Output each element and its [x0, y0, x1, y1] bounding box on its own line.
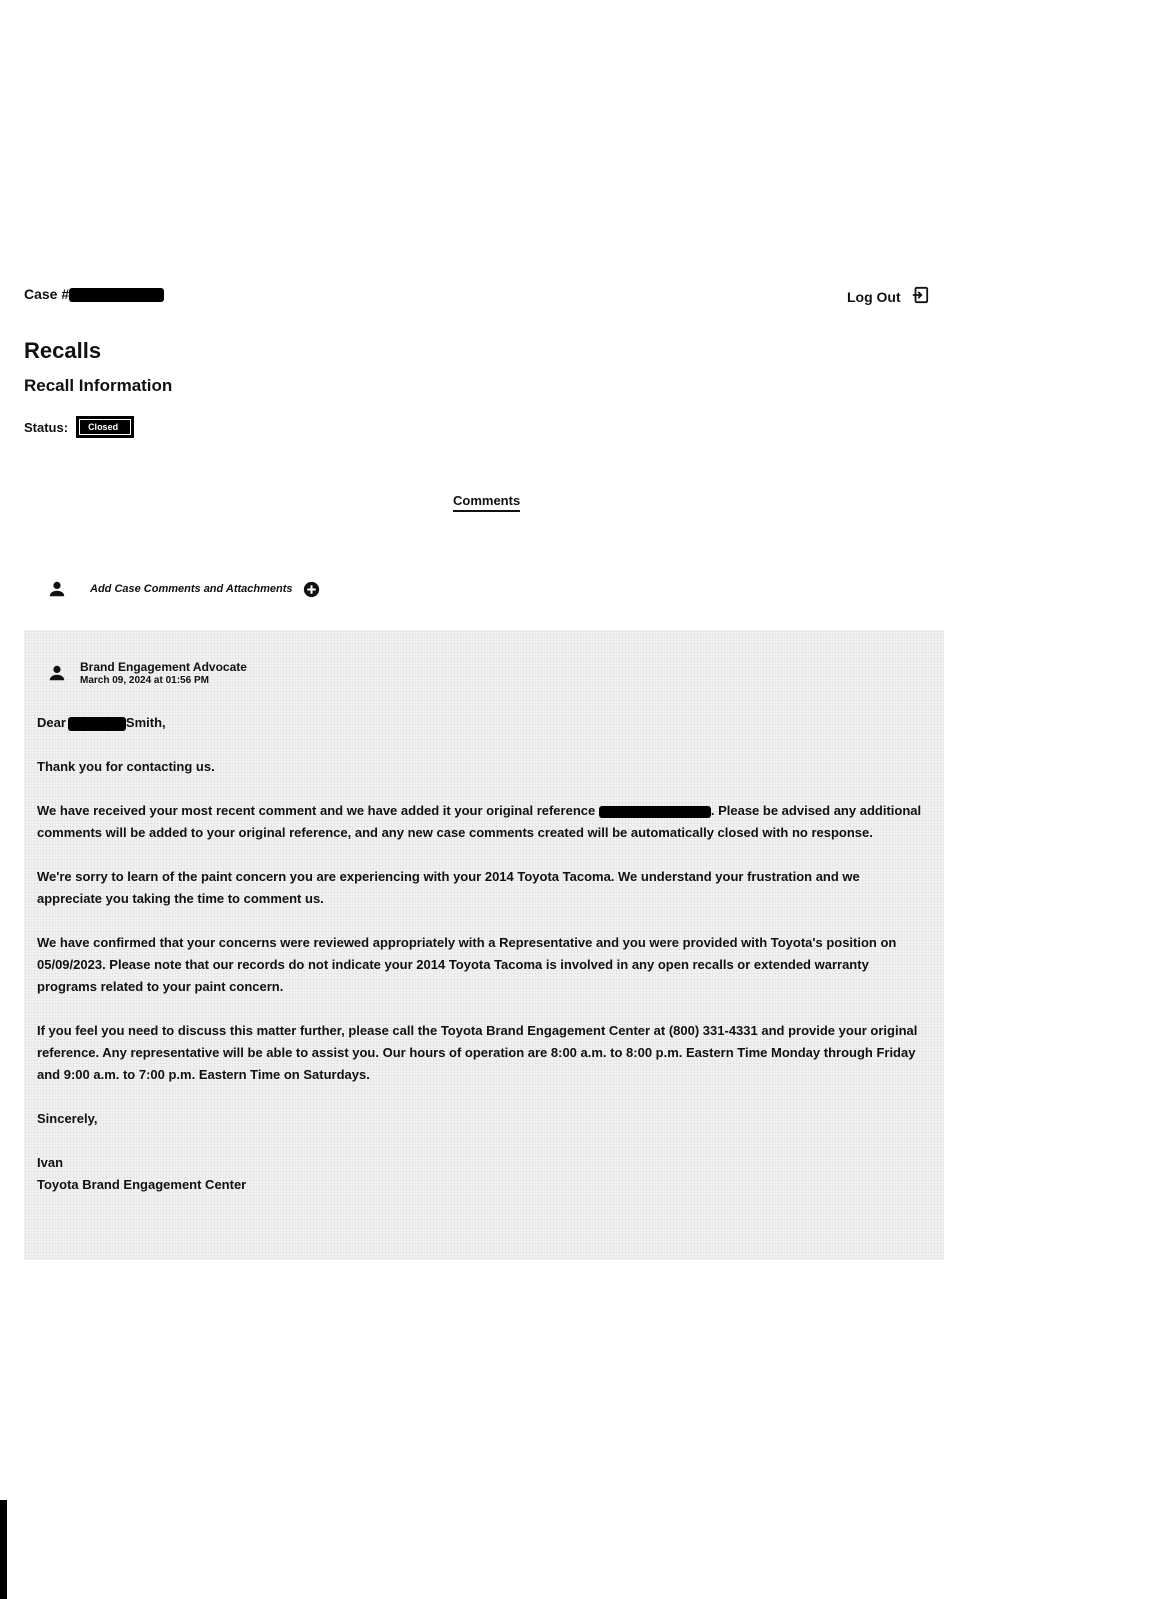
comment-paragraph: We have confirmed that your concerns were reviewed appropriately with a Representative and you were provided with Toyota's position on 05/09/2023. Please note that our records do not indicate your 2014 Toyota Tacoma is involved in any open recalls or extended warranty programs related to your paint concern. — [37, 935, 897, 994]
scan-edge-mark — [0, 1500, 7, 1599]
redacted-case-number — [69, 288, 164, 302]
tab-comments[interactable]: Comments — [453, 493, 520, 512]
signature-org: Toyota Brand Engagement Center — [37, 1177, 247, 1192]
comment-card — [24, 630, 944, 1260]
author-name: Brand Engagement Advocate — [80, 660, 247, 674]
person-icon — [48, 664, 66, 682]
comment-paragraph: We're sorry to learn of the paint concern you are experiencing with your 2014 Toyota Tacoma. We understand your frustration and we appreciate you taking the time to comment us. — [37, 869, 860, 906]
comment-paragraph: If you feel you need to discuss this matter further, please call the Toyota Brand Engagement Center at (800) 331-4331 and provide your original reference. Any representative will be able to assist you. Our hours of operation are 8:00 a.m. to 8:00 p.m. Eastern Time Monday through Friday and 9:00 a.m. to 7:00 p.m. Eastern Time on Saturdays. — [37, 1023, 918, 1082]
status-badge: Closed — [76, 416, 134, 438]
redacted-reference — [599, 806, 711, 818]
add-comment-label[interactable]: Add Case Comments and Attachments — [90, 583, 293, 595]
signature-name: Ivan — [37, 1155, 64, 1170]
comment-body — [37, 712, 922, 1196]
logout-button[interactable] — [847, 286, 929, 307]
comment-author — [48, 660, 247, 686]
logout-label: Log Out — [847, 288, 901, 305]
add-comment-row — [48, 580, 320, 598]
page-title: Recalls — [24, 338, 102, 363]
person-icon — [48, 580, 66, 598]
salutation: Dear Smith, — [37, 715, 166, 730]
status-label: Status: — [24, 419, 69, 435]
status-row — [24, 416, 134, 438]
page-subtitle: Recall Information — [24, 376, 173, 395]
comment-paragraph: Thank you for contacting us. — [37, 759, 215, 774]
case-number — [24, 286, 164, 302]
comment-date: March 09, 2024 at 01:56 PM — [80, 675, 209, 686]
logout-icon — [911, 286, 929, 307]
comment-paragraph: We have received your most recent comment and we have added it your original reference . Please be advised any additional comments will be added to your original reference, and any new case comments created will be automatically closed with no response. — [37, 803, 922, 840]
plus-circle-icon[interactable] — [303, 581, 320, 598]
closing: Sincerely, — [37, 1111, 98, 1126]
redacted-name — [68, 717, 126, 731]
case-label: Case # — [24, 286, 70, 302]
